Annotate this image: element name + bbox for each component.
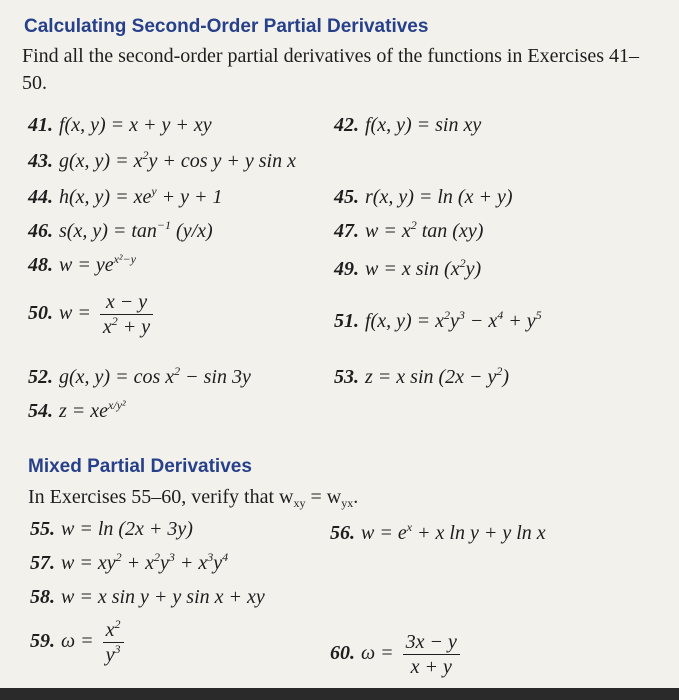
fraction: $\frac{3x - y}{x + y}$ [403, 630, 460, 679]
section-instruction-mixed-partials: In Exercises 55–60, verify that $w_{xy} = w_{yx}$. [28, 486, 359, 510]
exercise-47: 47. $w = x^2$ tan (xy) [334, 218, 484, 242]
exercise-41: 41. f(x, y) = x + y + xy [28, 114, 212, 136]
exercise-59: 59. ω = $\frac{x^2}{y^3}$ [30, 618, 128, 667]
exercise-44: 44. h(x, $y) = xe^y + y + 1$ [28, 184, 223, 208]
exercise-57: 57. $w = xy^2 + x^2y^3 + x^3y^4$ [30, 550, 229, 574]
exercise-58: 58. w = x sin y + y sin x + xy [30, 586, 265, 608]
fraction: $\frac{x^2}{y^3}$ [103, 618, 124, 667]
exercise-46: 46. s(x, $y) = \tan^{-1} (y/x)$ [28, 218, 213, 242]
exercise-56: 56. $w = e^x + x$ ln y + y ln x [330, 520, 546, 544]
fraction: $\frac{x - y}{x^2 + y}$ [100, 290, 153, 339]
exercise-52: 52. g(x, $y) = \cos x^2 - \sin 3y$ [28, 364, 251, 388]
exercise-53: 53. z = x $\sin (2x - y^2)$ [334, 364, 510, 388]
exercise-55: 55. w = ln (2x + 3y) [30, 518, 193, 540]
section-heading-second-order: Calculating Second-Order Partial Derivatives [24, 16, 429, 37]
exercise-48: 48. $w = ye^{x^2-y}$ [28, 252, 136, 276]
page-edge-shadow [0, 688, 679, 700]
exercise-51: 51. f(x, $y) = x^2y^3 - x^4 + y^5$ [334, 308, 542, 332]
exercise-43: 43. g(x, $y) = x^2y + \cos y + y$ sin x [28, 148, 296, 172]
exercise-42: 42. f(x, y) = sin xy [334, 114, 482, 136]
exercise-50: 50. w = $\frac{x - y}{x^2 + y}$ [28, 290, 157, 339]
section-instruction-second-order: Find all the second-order partial derivatives of the functions in Exercises 41–50. [22, 45, 640, 94]
exercise-49: 49. w = x $\sin (x^2y)$ [334, 256, 482, 280]
exercise-54: 54. $z = xe^{x/y^2}$ [28, 398, 126, 422]
section-heading-mixed-partials: Mixed Partial Derivatives [28, 456, 252, 477]
exercise-60: 60. ω = $\frac{3x - y}{x + y}$ [330, 630, 464, 679]
exercise-45: 45. r(x, y) = ln (x + y) [334, 186, 513, 208]
